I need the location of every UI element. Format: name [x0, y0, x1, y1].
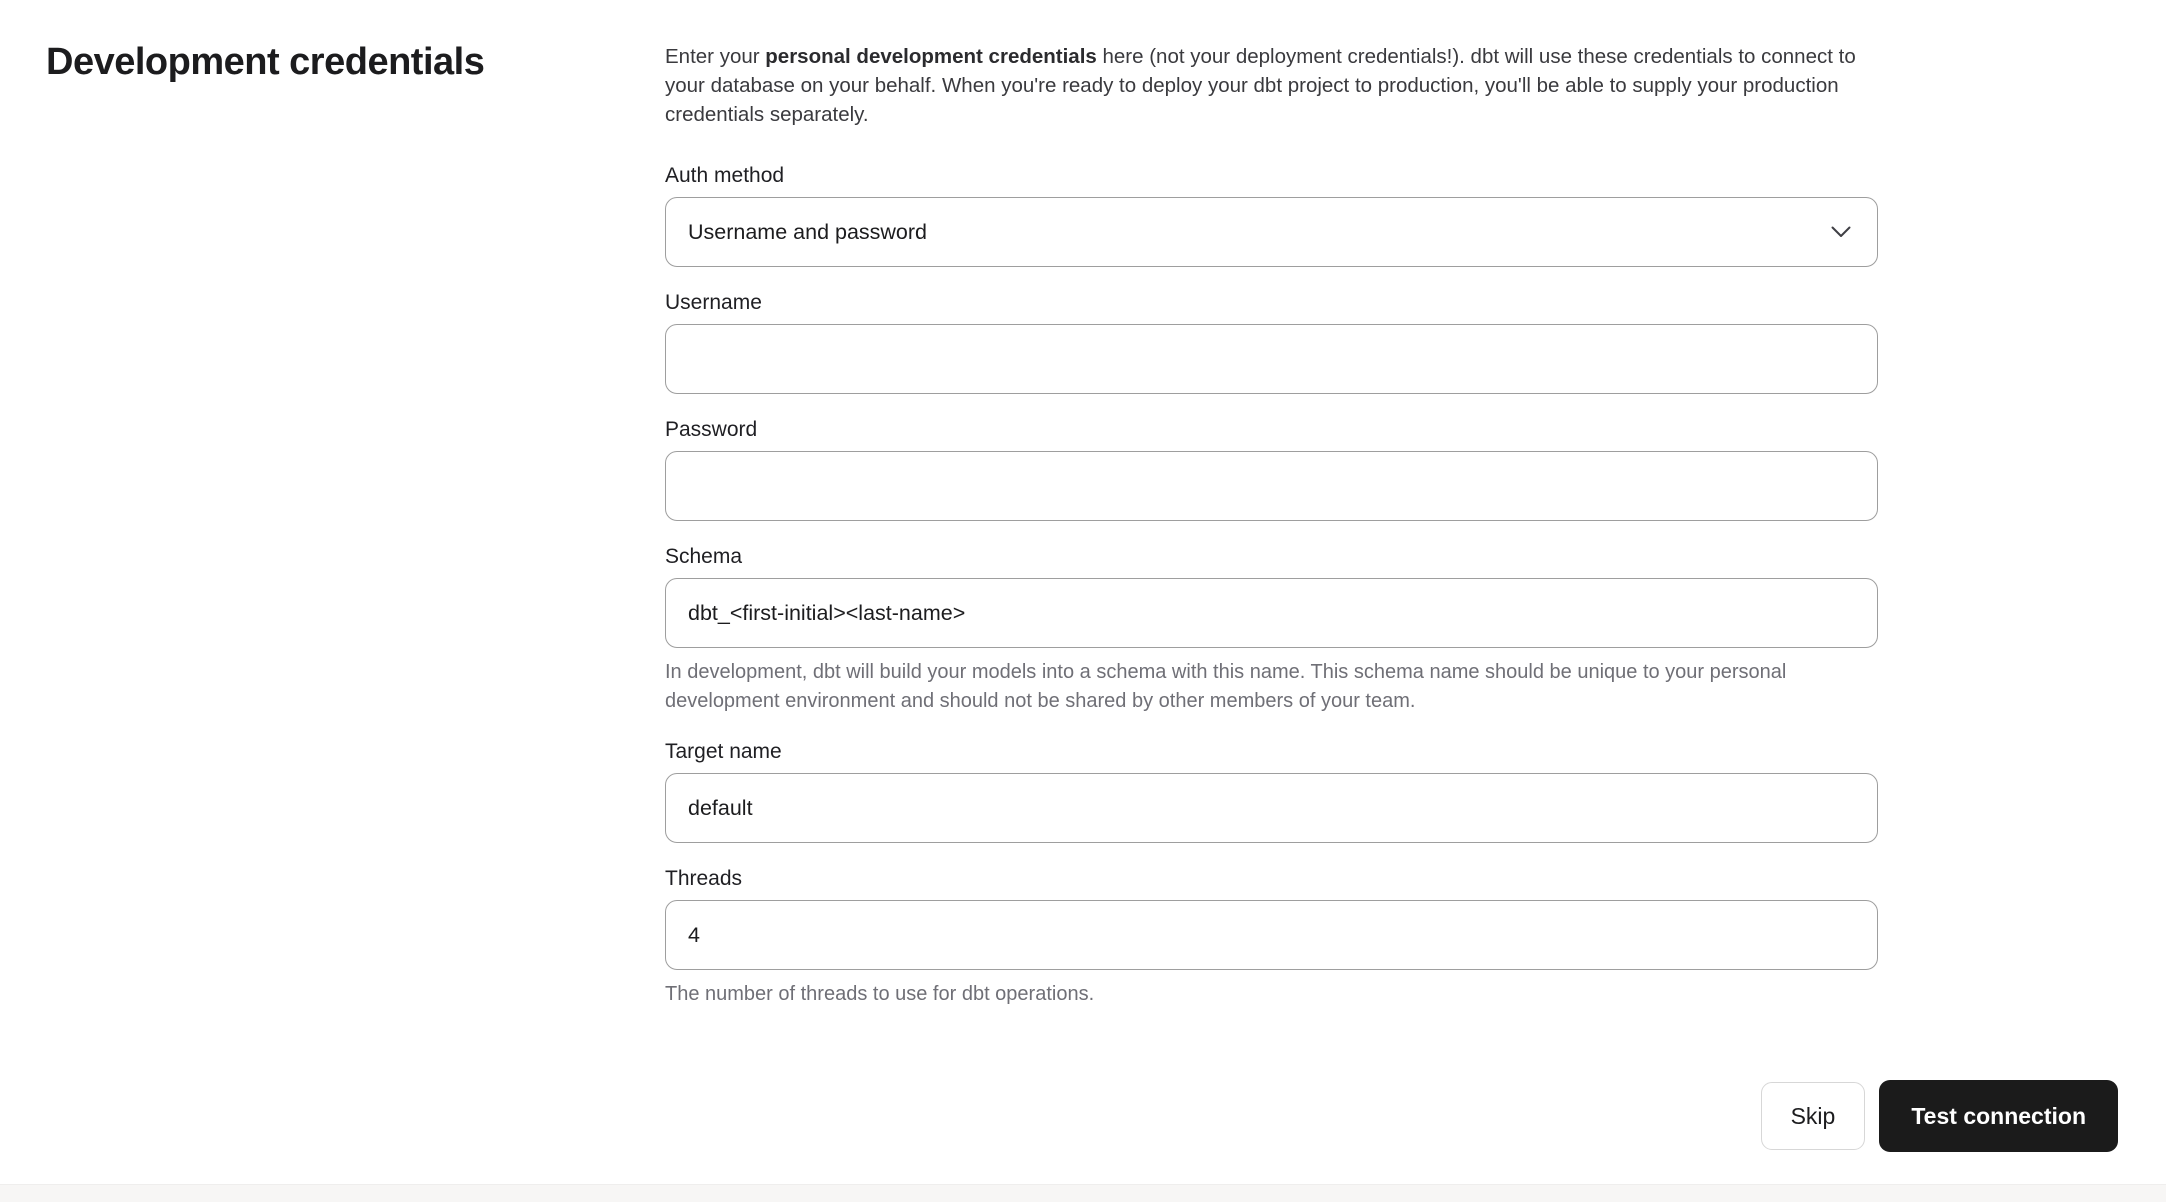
username-field-group [665, 291, 1878, 394]
target-name-field-group [665, 740, 1878, 843]
threads-input[interactable] [665, 900, 1878, 970]
schema-field-group [665, 545, 1878, 716]
intro-text-post: here (not your deployment credentials!). dbt will use these credentials to connect to your database on your behalf. When you're ready to deploy your dbt project to production, you'll be able to supply your production credentials separately. [665, 45, 1856, 126]
bottom-page-edge [0, 1184, 2166, 1202]
threads-field-group [665, 867, 1878, 1009]
page-title: Development credentials [46, 41, 485, 83]
target-name-label: Target name [665, 740, 782, 763]
auth-method-select[interactable] [665, 197, 1878, 267]
test-connection-button[interactable]: Test connection [1879, 1080, 2118, 1152]
target-name-input[interactable] [665, 773, 1878, 843]
auth-method-field [665, 164, 1878, 267]
credentials-form [665, 40, 1878, 1009]
username-label: Username [665, 291, 762, 314]
form-actions [1761, 1080, 2118, 1152]
skip-button[interactable]: Skip [1761, 1082, 1866, 1150]
username-input[interactable] [665, 324, 1878, 394]
password-field-group [665, 418, 1878, 521]
schema-helper-text: In development, dbt will build your models into a schema with this name. This schema name should be unique to your personal development environment and should not be shared by other members of your team. [665, 661, 1787, 712]
auth-method-label: Auth method [665, 164, 785, 187]
section-heading-column [46, 40, 665, 1009]
schema-label: Schema [665, 545, 743, 568]
auth-method-selected-value: Username and password [688, 219, 928, 244]
threads-label: Threads [665, 867, 743, 890]
threads-helper-text: The number of threads to use for dbt operations. [665, 983, 1095, 1005]
intro-text-bold: personal development credentials [765, 45, 1097, 68]
intro-text-pre: Enter your [665, 45, 766, 68]
schema-input[interactable] [665, 578, 1878, 648]
password-label: Password [665, 418, 758, 441]
chevron-down-icon [1831, 226, 1851, 238]
intro-text [665, 42, 1878, 129]
password-input[interactable] [665, 451, 1878, 521]
